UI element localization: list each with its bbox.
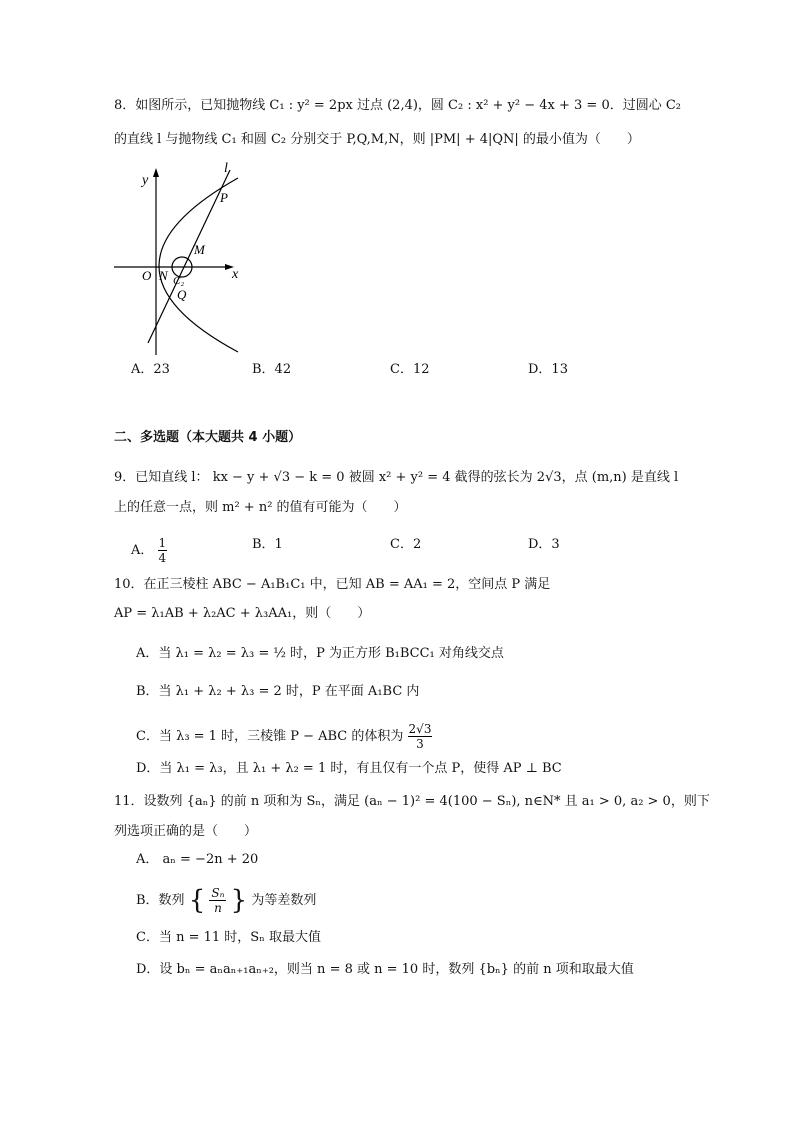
q11-option-b[interactable] — [136, 886, 316, 915]
section-heading: 二、多选题（本大题共 4 小题） — [114, 430, 302, 445]
q8-figure — [110, 160, 250, 360]
fraction-denominator: 3 — [416, 737, 424, 751]
label-c2: C₂ — [173, 275, 185, 287]
q8-option-d[interactable]: D．13 — [528, 362, 568, 377]
q11-option-b-text: 为等差数列 — [251, 893, 317, 908]
q10-stem-line2: AP = λ₁AB + λ₂AC + λ₃AA₁，则（ ） — [114, 606, 371, 621]
label-x: x — [232, 267, 239, 282]
q8-stem-line1: 8．如图所示，已知抛物线 C₁ : y² = 2px 过点 (2,4)，圆 C₂ : x² + y² − 4x + 3 = 0．过圆心 C₂ — [114, 98, 682, 113]
q11-stem-line1: 11．设数列 {aₙ} 的前 n 项和为 Sₙ，满足 (aₙ − 1)² = 4(100 − Sₙ), n∈N* 且 a₁ > 0, a₂ > 0，则下 — [114, 794, 710, 809]
q10-option-c-fraction — [408, 722, 433, 751]
label-l: l — [224, 161, 228, 176]
q10-option-d[interactable]: D．当 λ₁ = λ₃，且 λ₁ + λ₂ = 1 时，有且仅有一个点 P，使得 AP ⊥ BC — [136, 761, 562, 776]
fraction-numerator: Sₙ — [211, 886, 225, 900]
q11-option-b-brace-left: { — [188, 885, 206, 916]
label-o: O — [142, 268, 152, 283]
label-p: P — [220, 190, 228, 205]
q11-option-a[interactable]: A． aₙ = −2n + 20 — [136, 852, 259, 867]
q9-option-b[interactable]: B．1 — [252, 537, 283, 552]
q9-option-a-label: A． — [131, 543, 154, 558]
q10-option-c[interactable] — [136, 722, 432, 751]
label-m: M — [194, 242, 205, 257]
q11-option-b-label: B．数列 — [136, 893, 185, 908]
q10-option-a[interactable]: A．当 λ₁ = λ₂ = λ₃ = ½ 时，P 为正方形 B₁BCC₁ 对角线交点 — [136, 646, 504, 661]
fraction-numerator: 2√3 — [408, 722, 432, 736]
q8-option-b[interactable]: B．42 — [252, 362, 292, 377]
q10-option-c-text: C．当 λ₃ = 1 时，三棱锥 P − ABC 的体积为 — [136, 729, 404, 744]
q11-option-b-brace-right: } — [230, 885, 248, 916]
q10-stem-line1: 10．在正三棱柱 ABC − A₁B₁C₁ 中，已知 AB = AA₁ = 2，空间点 P 满足 — [114, 577, 551, 592]
q11-stem-line2: 列选项正确的是（ ） — [114, 824, 258, 839]
q9-option-a-fraction — [158, 536, 168, 565]
label-q: Q — [177, 287, 187, 302]
q9-stem-line1: 9．已知直线 l： kx − y + √3 − k = 0 被圆 x² + y² = 4 截得的弦长为 2√3，点 (m,n) 是直线 l — [114, 470, 679, 485]
label-y: y — [142, 173, 149, 188]
y-axis-arrow — [153, 168, 159, 177]
fraction-numerator: 1 — [158, 536, 167, 550]
q11-option-b-fraction — [209, 886, 226, 915]
q9-option-d[interactable]: D．3 — [528, 537, 560, 552]
q11-option-c[interactable]: C．当 n = 11 时，Sₙ 取最大值 — [136, 930, 321, 945]
q8-stem-line2: 的直线 l 与抛物线 C₁ 和圆 C₂ 分别交于 P,Q,M,N，则 |PM| + 4|QN| 的最小值为（ ） — [114, 132, 640, 147]
q11-option-d[interactable]: D．设 bₙ = aₙaₙ₊₁aₙ₊₂，则当 n = 8 或 n = 10 时，数列 {bₙ} 的前 n 项和取最大值 — [136, 962, 634, 977]
q10-option-b[interactable]: B．当 λ₁ + λ₂ + λ₃ = 2 时，P 在平面 A₁BC 内 — [136, 684, 420, 699]
q9-option-a[interactable] — [131, 536, 167, 565]
fraction-denominator: 4 — [158, 551, 167, 565]
q8-option-a[interactable]: A．23 — [131, 362, 170, 377]
q8-option-c[interactable]: C．12 — [390, 362, 430, 377]
q9-option-c[interactable]: C．2 — [390, 537, 422, 552]
label-n: N — [159, 268, 168, 283]
fraction-denominator: n — [214, 901, 222, 915]
q9-stem-line2: 上的任意一点，则 m² + n² 的值有可能为（ ） — [114, 500, 407, 515]
